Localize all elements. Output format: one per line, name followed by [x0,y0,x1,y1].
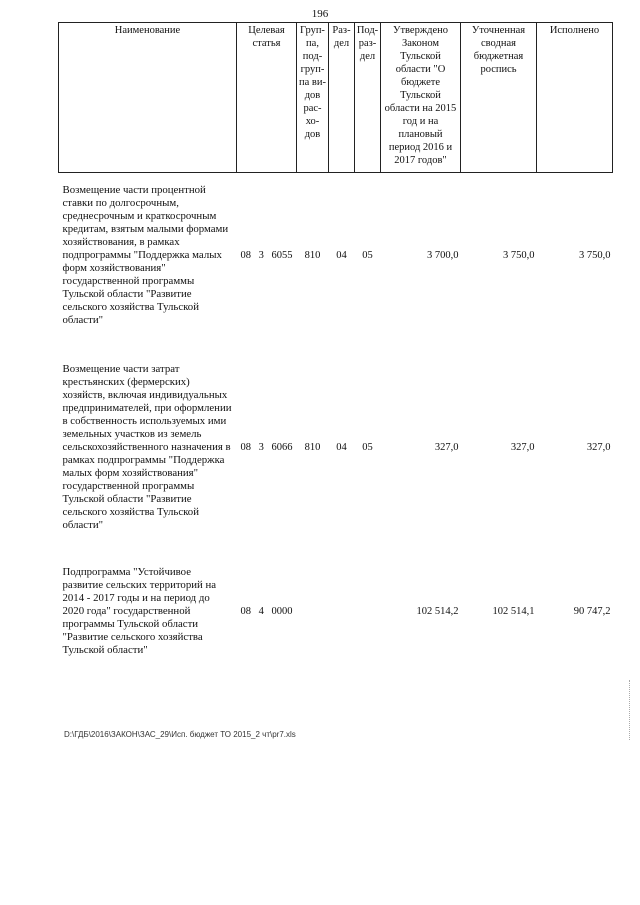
table-row [59,173,613,339]
row-target-article [237,173,297,339]
code-program: 08 [240,442,251,453]
header-subsection: Под-раз-дел [355,23,381,173]
row-subsection: 05 [362,442,373,453]
code-direction: 0000 [271,606,293,617]
row-refined: 327,0 [510,442,535,453]
code-subprogram: 4 [258,606,264,617]
budget-table [58,22,613,667]
row-section [329,557,355,667]
row-name: Возмещение части процентной ставки по долгосрочным, среднесрочным и краткосрочным кредитам, взятым малыми формами хозяйствования, в рамках подпрограммы "Поддержка малых форм хозяйствования" государственной программы Тульской области "Развитие сельского хозяйства Тульской области" [62,184,229,327]
header-section: Раз-дел [329,23,355,173]
row-expense-group: 810 [304,442,321,453]
row-refined: 3 750,0 [503,250,535,262]
row-approved: 327,0 [434,442,459,453]
footer-file-path: D:\ГДБ\2016\ЗАКОН\ЗАС_29\Исп. бюджет ТО 2015_2 чт\pr7.xls [64,730,296,739]
row-section: 04 [336,250,347,262]
header-name: Наименование [59,23,237,173]
row-subsection [355,557,381,667]
budget-table-wrapper [58,22,612,667]
row-executed: 90 747,2 [573,606,611,617]
table-header-row [59,23,613,173]
row-subsection: 05 [362,250,373,262]
code-direction: 6055 [271,250,293,262]
row-target-article [237,339,297,557]
table-row [59,557,613,667]
page-number: 196 [311,8,329,20]
code-program: 08 [240,250,251,262]
row-executed: 327,0 [586,442,611,453]
code-subprogram: 3 [258,442,264,453]
code-subprogram: 3 [258,250,264,262]
header-expense-group: Груп-па, под-груп-па ви-дов рас-хо-дов [297,23,329,173]
row-approved: 3 700,0 [427,250,459,262]
row-target-article [237,557,297,667]
row-expense-group [297,557,329,667]
row-section: 04 [336,442,347,453]
scan-edge-marks [629,680,630,740]
header-approved: Утверждено Законом Тульской области "О бюджете Тульской области на 2015 год и на плановый период 2016 и 2017 годов" [381,23,461,173]
header-target-article: Целевая статья [237,23,297,173]
row-expense-group: 810 [304,250,321,262]
header-executed: Исполнено [537,23,613,173]
header-refined: Уточненная сводная бюджетная роспись [461,23,537,173]
code-direction: 6066 [271,442,293,453]
row-approved: 102 514,2 [416,606,459,617]
code-program: 08 [240,606,251,617]
row-refined: 102 514,1 [492,606,535,617]
table-row [59,339,613,557]
row-name: Подпрограмма "Устойчивое развитие сельских территорий на 2014 - 2017 годы и на период до 2020 года" государственной программы Тульской области "Развитие сельского хозяйства Тульской области" [62,566,217,656]
row-name: Возмещение части затрат крестьянских (фермерских) хозяйств, включая индивидуальных предпринимателей, при оформлении в собственность используемых ими земельных участков из земель сельскохозяйственного назначения в рамках подпрограммы "Поддержка малых форм хозяйствования" государственной программы Тульской области "Развитие сельского хозяйства Тульской области" [62,363,232,531]
row-executed: 3 750,0 [579,250,611,262]
